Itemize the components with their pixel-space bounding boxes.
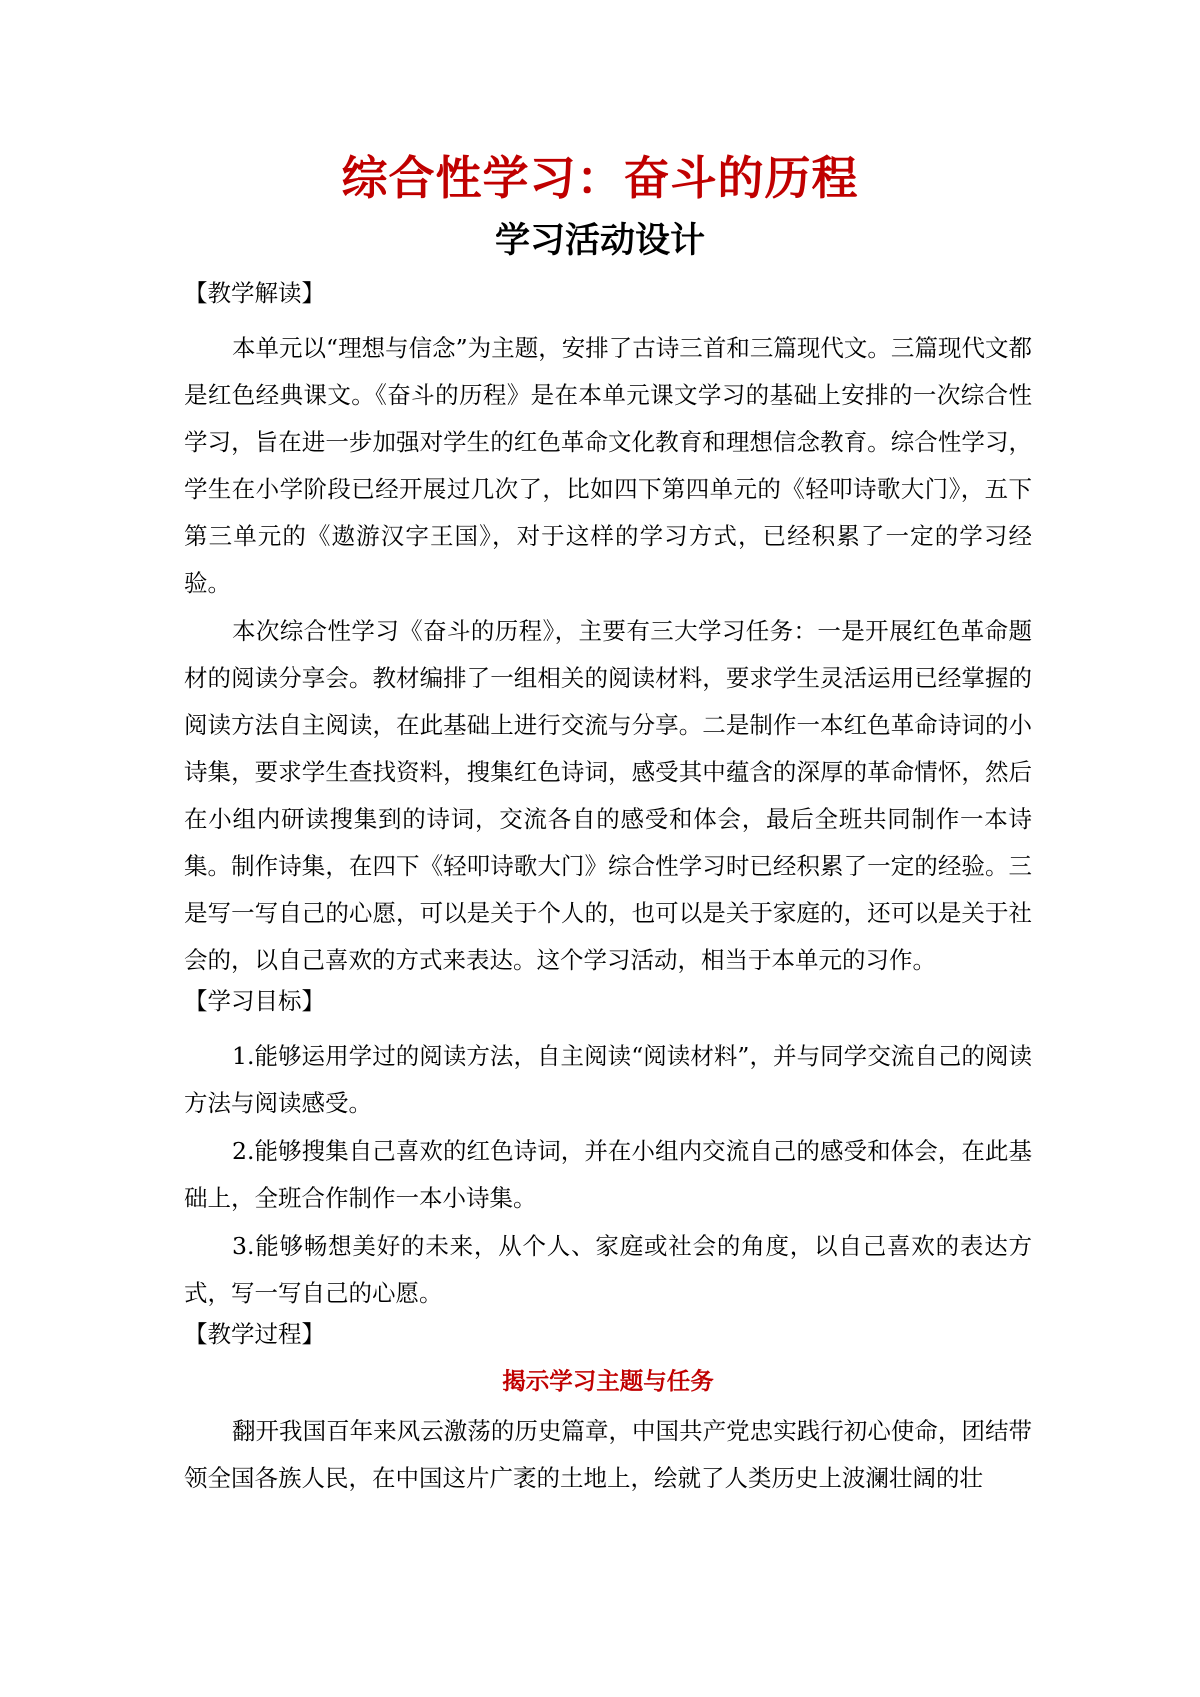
- goal-item: 1.能够运用学过的阅读方法，自主阅读“阅读材料”，并与同学交流自己的阅读方法与阅读感受。: [184, 1042, 1032, 1117]
- goal-item: 2.能够搜集自己喜欢的红色诗词，并在小组内交流自己的感受和体会，在此基础上，全班合作制作一本小诗集。: [184, 1137, 1032, 1212]
- document-subtitle: 学习活动设计: [494, 220, 705, 261]
- paragraph: 本次综合性学习《奋斗的历程》，主要有三大学习任务：一是开展红色革命题材的阅读分享会。教材编排了一组相关的阅读材料，要求学生灵活运用已经掌握的阅读方法自主阅读，在此基础上进行交流与分享。二是制作一本红色革命诗词的小诗集，要求学生查找资料，搜集红色诗词，感受其中蕴含的深厚的革命情怀，然后在小组内研读搜集到的诗词，交流各自的感受和体会，最后全班共同制作一本诗集。制作诗集，在四下《轻叩诗歌大门》综合性学习时已经积累了一定的经验。三是写一写自己的心愿，可以是关于个人的，也可以是关于家庭的，还可以是关于社会的，以自己喜欢的方式来表达。这个学习活动，相当于本单元的习作。: [184, 617, 1032, 974]
- section-title-topic: 揭示学习主题与任务: [502, 1367, 714, 1395]
- paragraph: 翻开我国百年来风云激荡的历史篇章，中国共产党忠实践行初心使命，团结带领全国各族人民，在中国这片广袤的土地上，绘就了人类历史上波澜壮阔的壮: [184, 1417, 1032, 1492]
- section-heading-reading: 【教学解读】: [184, 279, 325, 307]
- document-body: [184, 278, 1032, 1503]
- section-heading-goals: 【学习目标】: [184, 987, 325, 1015]
- section-heading-process: 【教学过程】: [184, 1320, 325, 1348]
- document-title: 综合性学习：奋斗的历程: [341, 151, 859, 205]
- paragraph: 本单元以“理想与信念”为主题，安排了古诗三首和三篇现代文。三篇现代文都是红色经典课文。《奋斗的历程》是在本单元课文学习的基础上安排的一次综合性学习，旨在进一步加强对学生的红色革命文化教育和理想信念教育。综合性学习，学生在小学阶段已经开展过几次了，比如四下第四单元的《轻叩诗歌大门》，五下第三单元的《遨游汉字王国》，对于这样的学习方式，已经积累了一定的学习经验。: [184, 334, 1032, 597]
- goal-item: 3.能够畅想美好的未来，从个人、家庭或社会的角度，以自己喜欢的表达方式，写一写自己的心愿。: [184, 1232, 1032, 1307]
